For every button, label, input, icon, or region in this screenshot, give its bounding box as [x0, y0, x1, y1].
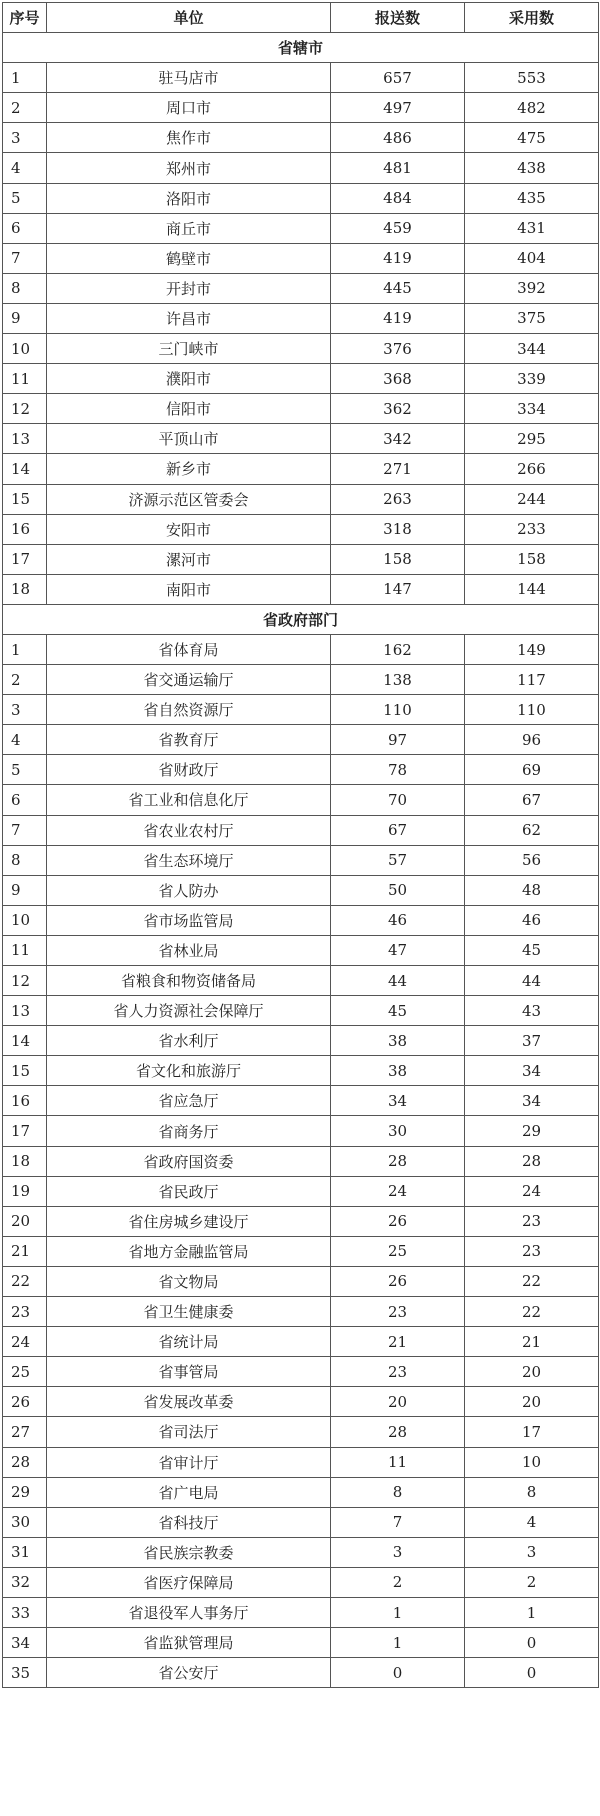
row-adopted: 431 [465, 213, 599, 243]
row-adopted: 23 [465, 1236, 599, 1266]
row-adopted: 20 [465, 1387, 599, 1417]
row-unit: 漯河市 [47, 544, 331, 574]
table-row [3, 153, 599, 183]
row-unit: 平顶山市 [47, 424, 331, 454]
row-reported: 318 [331, 514, 465, 544]
row-unit: 省住房城乡建设厅 [47, 1206, 331, 1236]
row-index: 2 [3, 665, 47, 695]
row-reported: 23 [331, 1297, 465, 1327]
row-unit: 省自然资源厅 [47, 695, 331, 725]
header-index: 序号 [3, 3, 47, 33]
row-index: 4 [3, 153, 47, 183]
row-reported: 1 [331, 1597, 465, 1627]
table-row [3, 484, 599, 514]
section-title: 省辖市 [3, 33, 599, 63]
row-index: 3 [3, 695, 47, 725]
row-reported: 445 [331, 273, 465, 303]
row-adopted: 117 [465, 665, 599, 695]
row-index: 9 [3, 303, 47, 333]
table-row [3, 123, 599, 153]
row-index: 18 [3, 574, 47, 604]
row-reported: 28 [331, 1417, 465, 1447]
row-unit: 郑州市 [47, 153, 331, 183]
row-unit: 省审计厅 [47, 1447, 331, 1477]
row-reported: 26 [331, 1266, 465, 1296]
row-adopted: 8 [465, 1477, 599, 1507]
table-row [3, 1567, 599, 1597]
row-reported: 38 [331, 1056, 465, 1086]
row-index: 17 [3, 1116, 47, 1146]
row-reported: 20 [331, 1387, 465, 1417]
row-adopted: 553 [465, 63, 599, 93]
row-adopted: 233 [465, 514, 599, 544]
row-unit: 省粮食和物资储备局 [47, 966, 331, 996]
table-row [3, 905, 599, 935]
row-adopted: 24 [465, 1176, 599, 1206]
row-reported: 138 [331, 665, 465, 695]
table-body [3, 33, 599, 1688]
row-reported: 67 [331, 815, 465, 845]
row-reported: 28 [331, 1146, 465, 1176]
row-adopted: 3 [465, 1537, 599, 1567]
table-row [3, 1507, 599, 1537]
row-index: 25 [3, 1357, 47, 1387]
table-row [3, 544, 599, 574]
row-reported: 38 [331, 1026, 465, 1056]
table-row [3, 454, 599, 484]
row-reported: 50 [331, 875, 465, 905]
row-index: 21 [3, 1236, 47, 1266]
row-reported: 24 [331, 1176, 465, 1206]
row-adopted: 37 [465, 1026, 599, 1056]
row-index: 5 [3, 183, 47, 213]
row-unit: 省卫生健康委 [47, 1297, 331, 1327]
table-row [3, 574, 599, 604]
row-reported: 3 [331, 1537, 465, 1567]
row-reported: 44 [331, 966, 465, 996]
header-row [3, 3, 599, 33]
row-index: 13 [3, 996, 47, 1026]
row-unit: 洛阳市 [47, 183, 331, 213]
table-row [3, 334, 599, 364]
row-adopted: 438 [465, 153, 599, 183]
section-row [3, 33, 599, 63]
row-reported: 481 [331, 153, 465, 183]
row-unit: 省财政厅 [47, 755, 331, 785]
row-index: 22 [3, 1266, 47, 1296]
row-reported: 368 [331, 364, 465, 394]
row-index: 30 [3, 1507, 47, 1537]
row-unit: 省人力资源社会保障厅 [47, 996, 331, 1026]
row-adopted: 46 [465, 905, 599, 935]
table-row [3, 1206, 599, 1236]
row-adopted: 4 [465, 1507, 599, 1537]
row-reported: 459 [331, 213, 465, 243]
row-unit: 省地方金融监管局 [47, 1236, 331, 1266]
row-unit: 许昌市 [47, 303, 331, 333]
row-adopted: 158 [465, 544, 599, 574]
row-index: 4 [3, 725, 47, 755]
row-reported: 7 [331, 1507, 465, 1537]
row-index: 32 [3, 1567, 47, 1597]
row-reported: 45 [331, 996, 465, 1026]
row-index: 11 [3, 364, 47, 394]
row-reported: 30 [331, 1116, 465, 1146]
row-index: 34 [3, 1628, 47, 1658]
row-unit: 省政府国资委 [47, 1146, 331, 1176]
row-index: 9 [3, 875, 47, 905]
row-unit: 省退役军人事务厅 [47, 1597, 331, 1627]
row-unit: 省市场监管局 [47, 905, 331, 935]
row-unit: 省交通运输厅 [47, 665, 331, 695]
row-unit: 驻马店市 [47, 63, 331, 93]
row-adopted: 45 [465, 935, 599, 965]
row-adopted: 392 [465, 273, 599, 303]
row-index: 14 [3, 1026, 47, 1056]
row-adopted: 339 [465, 364, 599, 394]
row-unit: 省农业农村厅 [47, 815, 331, 845]
row-reported: 419 [331, 303, 465, 333]
table-row [3, 1116, 599, 1146]
row-reported: 11 [331, 1447, 465, 1477]
row-index: 8 [3, 273, 47, 303]
table-row [3, 1628, 599, 1658]
row-adopted: 43 [465, 996, 599, 1026]
header-reported: 报送数 [331, 3, 465, 33]
row-adopted: 56 [465, 845, 599, 875]
row-unit: 省水利厅 [47, 1026, 331, 1056]
row-reported: 484 [331, 183, 465, 213]
table-row [3, 273, 599, 303]
table-row [3, 1086, 599, 1116]
row-index: 28 [3, 1447, 47, 1477]
row-index: 27 [3, 1417, 47, 1447]
table-row [3, 364, 599, 394]
row-index: 29 [3, 1477, 47, 1507]
row-adopted: 435 [465, 183, 599, 213]
row-unit: 省民族宗教委 [47, 1537, 331, 1567]
row-unit: 鹤壁市 [47, 243, 331, 273]
row-unit: 济源示范区管委会 [47, 484, 331, 514]
table-row [3, 1176, 599, 1206]
table-row [3, 424, 599, 454]
row-adopted: 482 [465, 93, 599, 123]
row-index: 7 [3, 815, 47, 845]
row-adopted: 34 [465, 1086, 599, 1116]
section-title: 省政府部门 [3, 604, 599, 634]
row-unit: 信阳市 [47, 394, 331, 424]
row-unit: 省发展改革委 [47, 1387, 331, 1417]
row-unit: 省司法厅 [47, 1417, 331, 1447]
table-row [3, 514, 599, 544]
row-reported: 97 [331, 725, 465, 755]
table-row [3, 996, 599, 1026]
row-index: 19 [3, 1176, 47, 1206]
table-row [3, 1357, 599, 1387]
row-index: 15 [3, 484, 47, 514]
row-unit: 省文物局 [47, 1266, 331, 1296]
row-unit: 濮阳市 [47, 364, 331, 394]
row-index: 13 [3, 424, 47, 454]
row-index: 16 [3, 514, 47, 544]
row-reported: 162 [331, 634, 465, 664]
table-row [3, 1477, 599, 1507]
row-unit: 省教育厅 [47, 725, 331, 755]
row-index: 14 [3, 454, 47, 484]
table-row [3, 634, 599, 664]
row-index: 1 [3, 634, 47, 664]
row-reported: 271 [331, 454, 465, 484]
row-index: 24 [3, 1327, 47, 1357]
row-adopted: 69 [465, 755, 599, 785]
row-reported: 263 [331, 484, 465, 514]
row-unit: 省文化和旅游厅 [47, 1056, 331, 1086]
row-index: 26 [3, 1387, 47, 1417]
row-adopted: 110 [465, 695, 599, 725]
table-row [3, 1327, 599, 1357]
row-unit: 省广电局 [47, 1477, 331, 1507]
row-adopted: 44 [465, 966, 599, 996]
row-index: 16 [3, 1086, 47, 1116]
row-adopted: 20 [465, 1357, 599, 1387]
row-unit: 开封市 [47, 273, 331, 303]
row-adopted: 2 [465, 1567, 599, 1597]
row-unit: 省事管局 [47, 1357, 331, 1387]
row-reported: 342 [331, 424, 465, 454]
row-reported: 47 [331, 935, 465, 965]
table-row [3, 665, 599, 695]
row-adopted: 28 [465, 1146, 599, 1176]
row-adopted: 375 [465, 303, 599, 333]
table-row [3, 1056, 599, 1086]
row-adopted: 244 [465, 484, 599, 514]
header-unit: 单位 [47, 3, 331, 33]
row-unit: 省林业局 [47, 935, 331, 965]
row-reported: 46 [331, 905, 465, 935]
table-row [3, 63, 599, 93]
row-index: 15 [3, 1056, 47, 1086]
row-reported: 147 [331, 574, 465, 604]
row-index: 12 [3, 966, 47, 996]
row-reported: 2 [331, 1567, 465, 1597]
table-row [3, 1146, 599, 1176]
row-index: 10 [3, 334, 47, 364]
row-reported: 25 [331, 1236, 465, 1266]
section-row [3, 604, 599, 634]
row-adopted: 344 [465, 334, 599, 364]
row-unit: 省商务厅 [47, 1116, 331, 1146]
row-adopted: 17 [465, 1417, 599, 1447]
row-adopted: 34 [465, 1056, 599, 1086]
row-reported: 21 [331, 1327, 465, 1357]
table-row [3, 695, 599, 725]
row-index: 6 [3, 213, 47, 243]
row-adopted: 144 [465, 574, 599, 604]
row-adopted: 96 [465, 725, 599, 755]
table-row [3, 243, 599, 273]
row-unit: 新乡市 [47, 454, 331, 484]
row-index: 10 [3, 905, 47, 935]
header-adopted: 采用数 [465, 3, 599, 33]
row-reported: 657 [331, 63, 465, 93]
table-row [3, 1537, 599, 1567]
row-adopted: 0 [465, 1628, 599, 1658]
row-index: 20 [3, 1206, 47, 1236]
row-index: 1 [3, 63, 47, 93]
row-unit: 三门峡市 [47, 334, 331, 364]
table-row [3, 1297, 599, 1327]
row-index: 31 [3, 1537, 47, 1567]
table-row [3, 394, 599, 424]
row-adopted: 475 [465, 123, 599, 153]
table-row [3, 815, 599, 845]
row-adopted: 23 [465, 1206, 599, 1236]
row-reported: 34 [331, 1086, 465, 1116]
row-unit: 省民政厅 [47, 1176, 331, 1206]
row-index: 7 [3, 243, 47, 273]
row-index: 8 [3, 845, 47, 875]
row-adopted: 0 [465, 1658, 599, 1688]
row-index: 35 [3, 1658, 47, 1688]
row-reported: 362 [331, 394, 465, 424]
row-reported: 0 [331, 1658, 465, 1688]
row-adopted: 295 [465, 424, 599, 454]
row-adopted: 67 [465, 785, 599, 815]
row-reported: 70 [331, 785, 465, 815]
row-unit: 省监狱管理局 [47, 1628, 331, 1658]
table-row [3, 875, 599, 905]
row-reported: 497 [331, 93, 465, 123]
row-adopted: 266 [465, 454, 599, 484]
row-unit: 周口市 [47, 93, 331, 123]
row-unit: 省公安厅 [47, 1658, 331, 1688]
row-unit: 省人防办 [47, 875, 331, 905]
row-index: 12 [3, 394, 47, 424]
row-reported: 78 [331, 755, 465, 785]
table-row [3, 1387, 599, 1417]
ranking-table [2, 2, 599, 1688]
row-index: 33 [3, 1597, 47, 1627]
table-row [3, 785, 599, 815]
row-index: 5 [3, 755, 47, 785]
row-unit: 省生态环境厅 [47, 845, 331, 875]
table-row [3, 303, 599, 333]
row-adopted: 29 [465, 1116, 599, 1146]
table-row [3, 93, 599, 123]
row-reported: 376 [331, 334, 465, 364]
table-row [3, 845, 599, 875]
table-row [3, 725, 599, 755]
row-index: 23 [3, 1297, 47, 1327]
row-adopted: 334 [465, 394, 599, 424]
table-row [3, 1266, 599, 1296]
table-row [3, 213, 599, 243]
row-index: 2 [3, 93, 47, 123]
table-row [3, 1236, 599, 1266]
row-adopted: 404 [465, 243, 599, 273]
row-adopted: 62 [465, 815, 599, 845]
row-unit: 焦作市 [47, 123, 331, 153]
table-row [3, 1026, 599, 1056]
row-unit: 南阳市 [47, 574, 331, 604]
row-unit: 省应急厅 [47, 1086, 331, 1116]
row-adopted: 149 [465, 634, 599, 664]
row-reported: 486 [331, 123, 465, 153]
row-index: 6 [3, 785, 47, 815]
table-row [3, 1417, 599, 1447]
row-reported: 419 [331, 243, 465, 273]
row-adopted: 1 [465, 1597, 599, 1627]
row-reported: 26 [331, 1206, 465, 1236]
row-adopted: 10 [465, 1447, 599, 1477]
row-unit: 省科技厅 [47, 1507, 331, 1537]
table-row [3, 966, 599, 996]
table-row [3, 183, 599, 213]
row-reported: 57 [331, 845, 465, 875]
row-unit: 商丘市 [47, 213, 331, 243]
row-unit: 省体育局 [47, 634, 331, 664]
row-reported: 110 [331, 695, 465, 725]
row-index: 18 [3, 1146, 47, 1176]
row-adopted: 48 [465, 875, 599, 905]
row-reported: 23 [331, 1357, 465, 1387]
table-row [3, 1447, 599, 1477]
table-row [3, 935, 599, 965]
table-row [3, 1597, 599, 1627]
row-unit: 省工业和信息化厅 [47, 785, 331, 815]
table-row [3, 755, 599, 785]
row-adopted: 22 [465, 1297, 599, 1327]
row-unit: 省医疗保障局 [47, 1567, 331, 1597]
row-unit: 安阳市 [47, 514, 331, 544]
row-index: 3 [3, 123, 47, 153]
row-reported: 8 [331, 1477, 465, 1507]
row-index: 11 [3, 935, 47, 965]
row-reported: 1 [331, 1628, 465, 1658]
table-row [3, 1658, 599, 1688]
row-unit: 省统计局 [47, 1327, 331, 1357]
row-adopted: 22 [465, 1266, 599, 1296]
row-reported: 158 [331, 544, 465, 574]
row-adopted: 21 [465, 1327, 599, 1357]
row-index: 17 [3, 544, 47, 574]
